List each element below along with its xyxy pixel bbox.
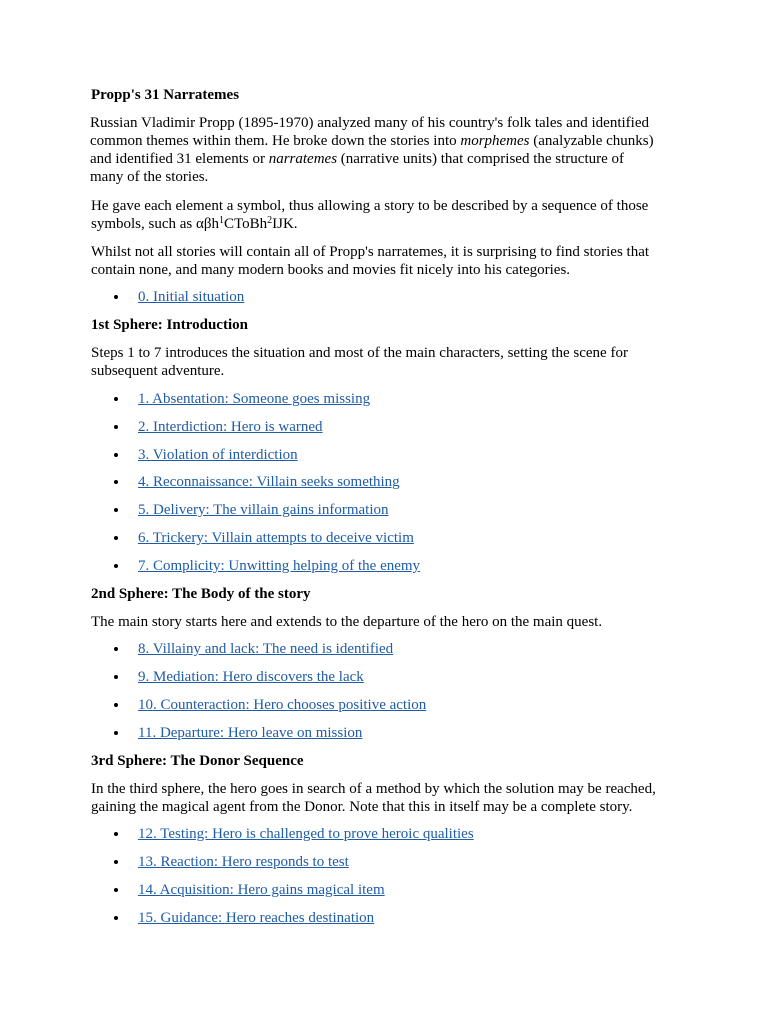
intro-text-c: (narrative units) that comprised the structure of many of the stories.: [90, 151, 625, 185]
bullet: [114, 703, 118, 707]
intro-text-b: (analyzable chunks) and identified 31 elements or: [90, 133, 654, 167]
intro-term-morphemes: morphemes: [460, 133, 530, 149]
bullet: [114, 536, 118, 540]
symbols-text-a: He gave each element a symbol, thus allowing a story to be described by a sequence of those symbols, such as αβh: [91, 198, 649, 232]
symbols-text-c: IJK.: [272, 216, 298, 232]
narrateme-link-15[interactable]: 15. Guidance: Hero reaches destination: [138, 910, 375, 926]
sphere1-description: Steps 1 to 7 introduces the situation and most of the main characters, setting the scene for subsequent adventure.: [91, 345, 628, 379]
narrateme-link-8[interactable]: 8. Villainy and lack: The need is identified: [138, 641, 394, 657]
narrateme-link-1[interactable]: 1. Absentation: Someone goes missing: [138, 391, 371, 407]
bullet: [114, 832, 118, 836]
narrateme-link-0[interactable]: 0. Initial situation: [138, 289, 245, 305]
intro-paragraph: [90, 114, 660, 186]
bullet: [114, 564, 118, 568]
narrateme-link-14[interactable]: 14. Acquisition: Hero gains magical item: [138, 882, 385, 898]
narrateme-link-5[interactable]: 5. Delivery: The villain gains information: [138, 502, 389, 518]
bullet: [114, 397, 118, 401]
sphere1-heading: 1st Sphere: Introduction: [91, 317, 248, 333]
bullet: [114, 675, 118, 679]
bullet: [114, 425, 118, 429]
symbols-sup-2: 2: [267, 215, 273, 226]
intro-term-narratemes: narratemes: [268, 151, 338, 167]
bullet: [114, 508, 118, 512]
intro-text-a: Russian Vladimir Propp (1895-1970) analyzed many of his country's folk tales and identified common themes within them. He broke down the stories into: [90, 115, 649, 149]
bullet: [114, 888, 118, 892]
narrateme-link-9[interactable]: 9. Mediation: Hero discovers the lack: [138, 669, 364, 685]
narrateme-link-12[interactable]: 12. Testing: Hero is challenged to prove heroic qualities: [138, 826, 474, 842]
narrateme-link-3[interactable]: 3. Violation of interdiction: [138, 447, 298, 463]
bullet: [114, 480, 118, 484]
page-title: Propp's 31 Narratemes: [91, 87, 240, 103]
symbols-text-b: CToBh: [224, 216, 268, 232]
bullet: [114, 647, 118, 651]
symbols-paragraph: [91, 197, 676, 233]
narrateme-link-7[interactable]: 7. Complicity: Unwitting helping of the enemy: [138, 558, 421, 574]
narrateme-link-11[interactable]: 11. Departure: Hero leave on mission: [138, 725, 363, 741]
categories-paragraph: Whilst not all stories will contain all of Propp's narratemes, it is surprising to find stories that contain none, and many modern books and movies fit nicely into his categories.: [91, 244, 650, 278]
sphere2-description: The main story starts here and extends to the departure of the hero on the main quest.: [91, 614, 603, 630]
sphere3-heading: 3rd Sphere: The Donor Sequence: [91, 753, 304, 769]
sphere3-description: In the third sphere, the hero goes in search of a method by which the solution may be reached, gaining the magical agent from the Donor. Note that this in itself may be a complete story.: [91, 781, 656, 815]
bullet: [114, 731, 118, 735]
bullet: [114, 453, 118, 457]
narrateme-link-2[interactable]: 2. Interdiction: Hero is warned: [138, 419, 323, 435]
narrateme-link-6[interactable]: 6. Trickery: Villain attempts to deceive victim: [138, 530, 414, 546]
sphere2-heading: 2nd Sphere: The Body of the story: [91, 586, 311, 602]
bullet: [114, 860, 118, 864]
bullet: [114, 916, 118, 920]
symbols-sup-1: 1: [219, 215, 224, 226]
narrateme-link-13[interactable]: 13. Reaction: Hero responds to test: [138, 854, 349, 870]
narrateme-link-4[interactable]: 4. Reconnaissance: Villain seeks something: [138, 474, 400, 490]
narrateme-link-10[interactable]: 10. Counteraction: Hero chooses positive action: [138, 697, 427, 713]
bullet: [114, 295, 118, 299]
